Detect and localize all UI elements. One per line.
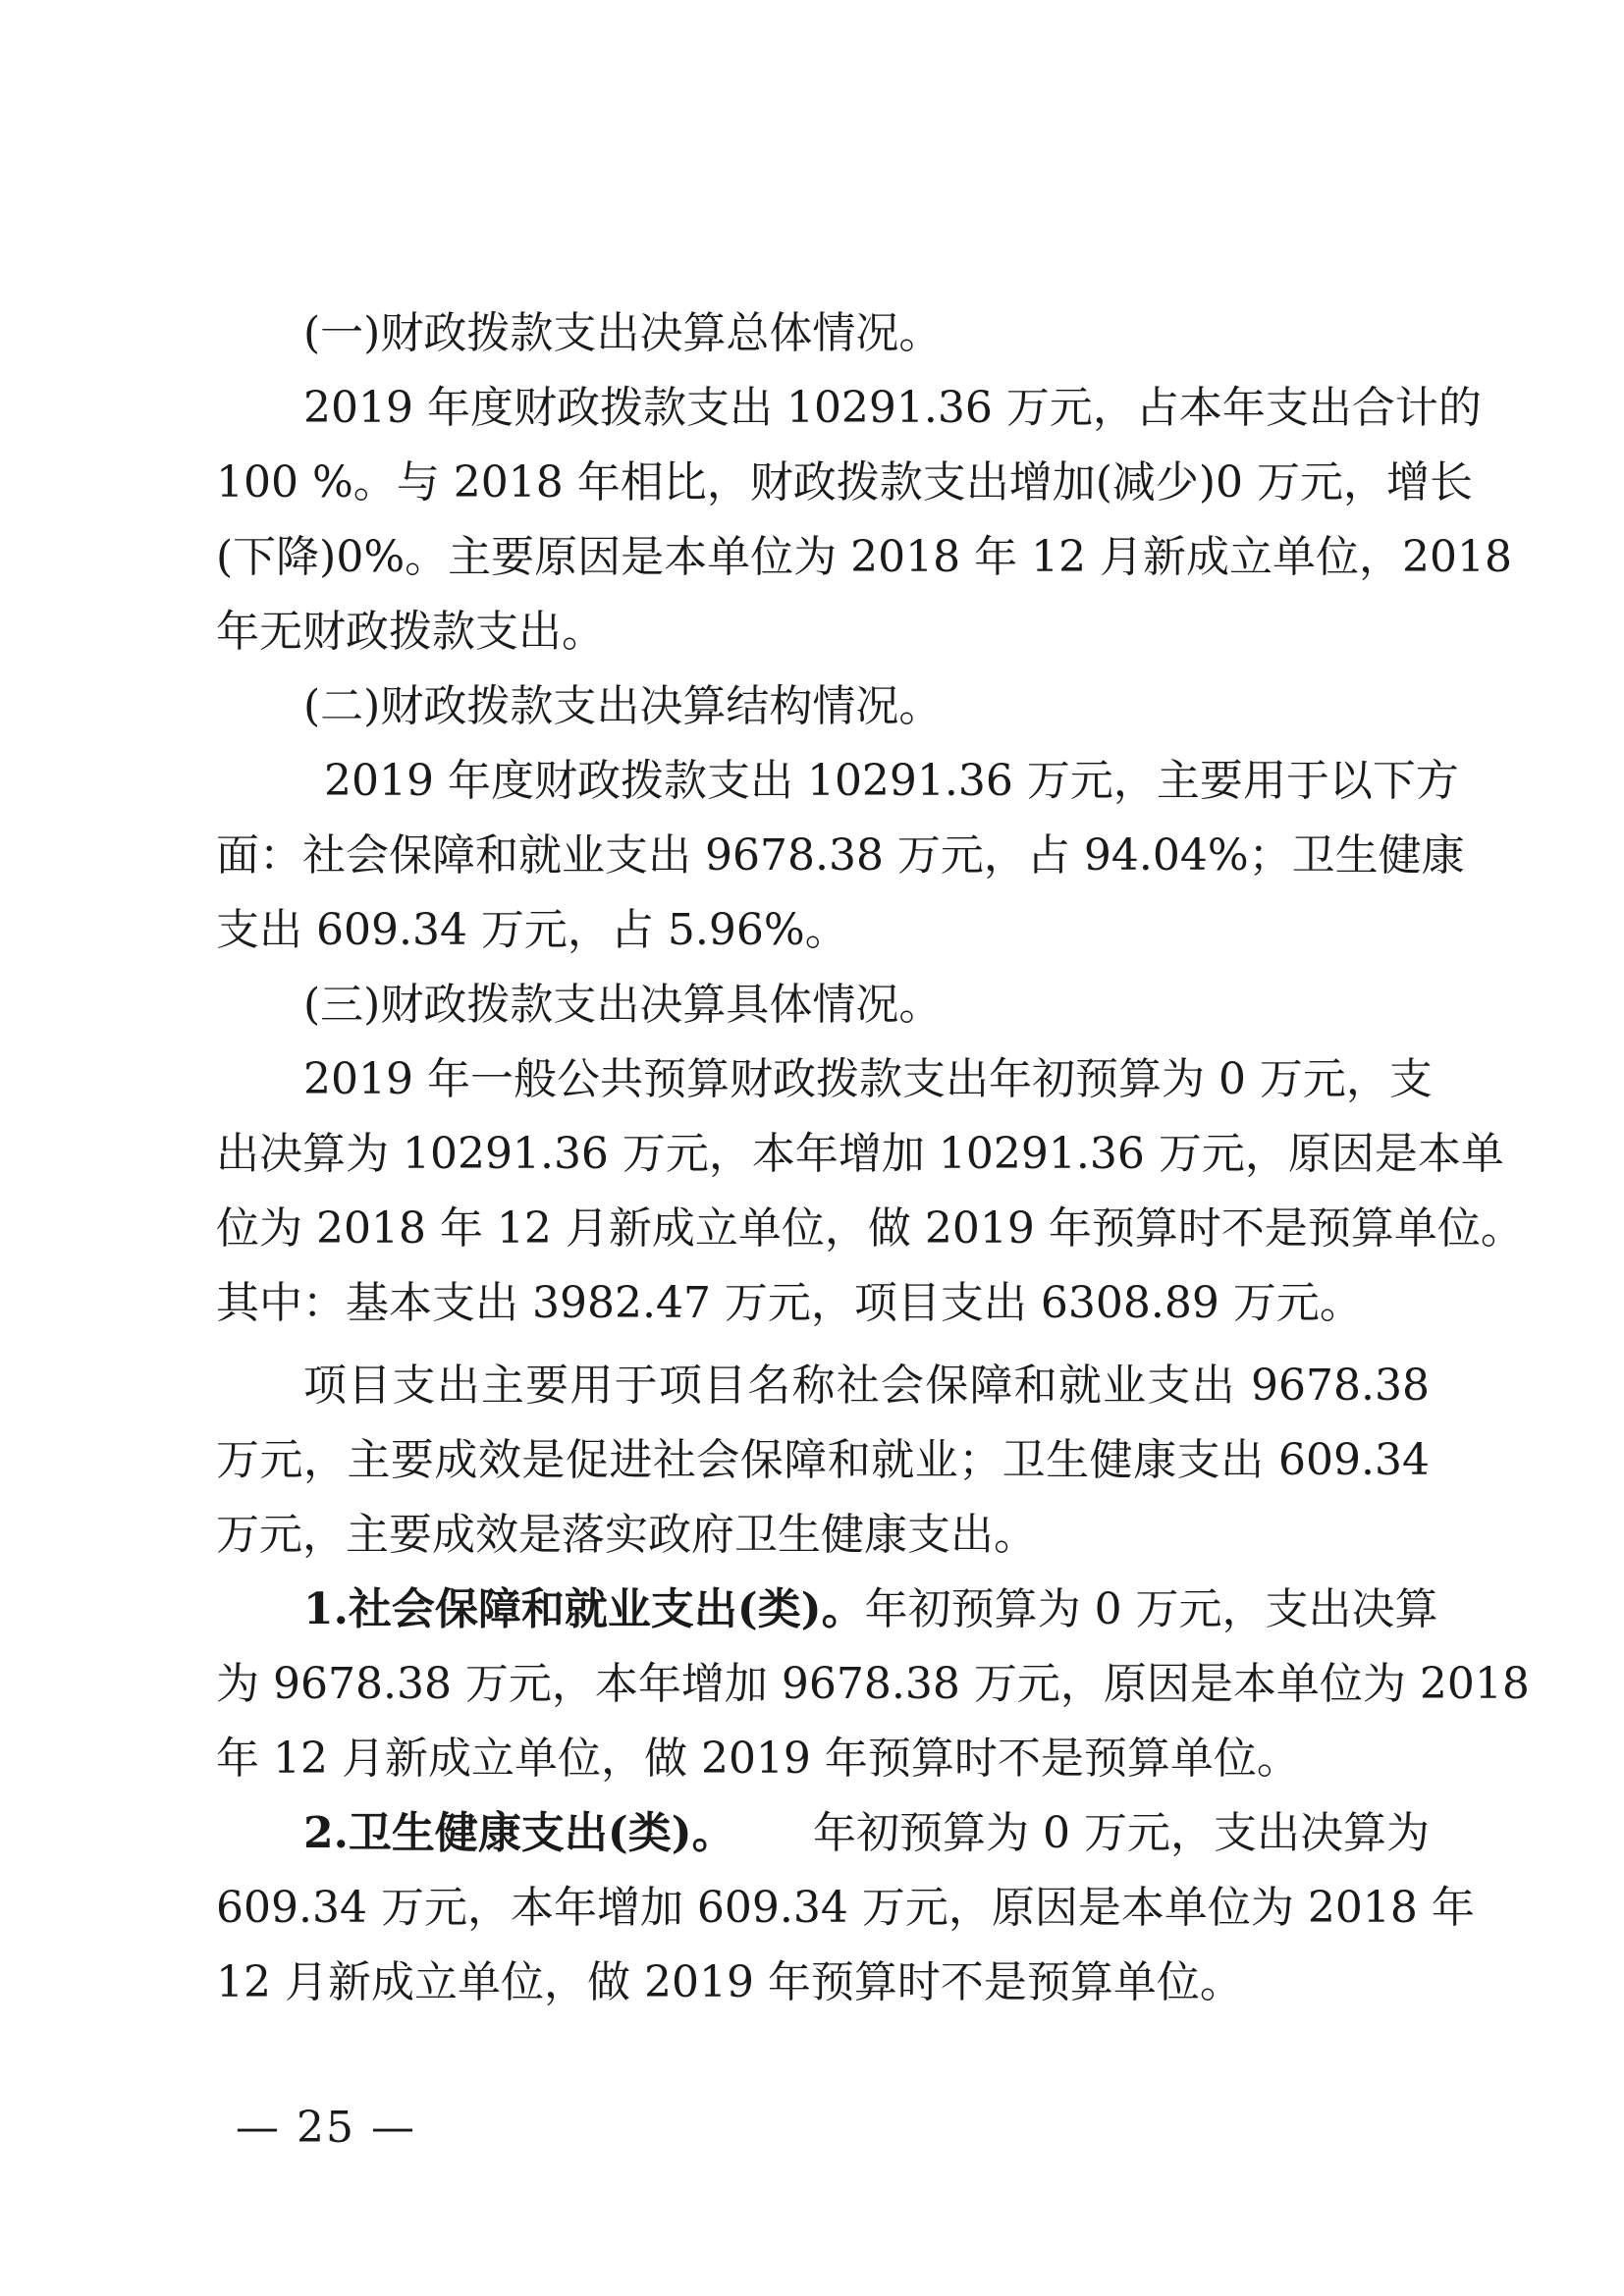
paragraph-line: 2019 年度财政拨款支出 10291.36 万元，主要用于以下方 bbox=[324, 756, 1459, 806]
section-heading-3: (三)财政拨款支出决算具体情况。 bbox=[303, 980, 943, 1030]
paragraph-line: 位为 2018 年 12 月新成立单位，做 2019 年预算时不是预算单位。 bbox=[216, 1203, 1524, 1254]
subsection-item-1 bbox=[303, 1580, 1438, 1639]
paragraph-line: 万元，主要成效是促进社会保障和就业；卫生健康支出 609.34 bbox=[216, 1435, 1430, 1485]
paragraph-line: 支出 609.34 万元，占 5.96%。 bbox=[216, 905, 848, 955]
paragraph-line: 万元，主要成效是落实政府卫生健康支出。 bbox=[216, 1510, 1037, 1560]
paragraph-line: 其中：基本支出 3982.47 万元，项目支出 6308.89 万元。 bbox=[216, 1278, 1363, 1328]
page-number: — 25 — bbox=[236, 2103, 416, 2153]
section-heading-1: (一)财政拨款支出决算总体情况。 bbox=[303, 308, 943, 358]
paragraph-line: 面：社会保障和就业支出 9678.38 万元，占 94.04%；卫生健康 bbox=[216, 830, 1465, 881]
paragraph-line: 年无财政拨款支出。 bbox=[216, 607, 605, 657]
paragraph-line: 12 月新成立单位，做 2019 年预算时不是预算单位。 bbox=[216, 1957, 1243, 2007]
paragraph-line: 100 %。与 2018 年相比，财政拨款支出增加(减少)0 万元，增长 bbox=[216, 457, 1474, 507]
paragraph-text: 年初预算为 0 万元，支出决算为 bbox=[813, 1808, 1430, 1858]
paragraph-line: (下降)0%。主要原因是本单位为 2018 年 12 月新成立单位，2018 bbox=[216, 532, 1513, 582]
paragraph-line: 609.34 万元，本年增加 609.34 万元，原因是本单位为 2018 年 bbox=[216, 1883, 1475, 1933]
paragraph-line: 2019 年度财政拨款支出 10291.36 万元，占本年支出合计的 bbox=[303, 383, 1482, 433]
paragraph-line: 为 9678.38 万元，本年增加 9678.38 万元，原因是本单位为 2018 bbox=[216, 1659, 1530, 1709]
subsection-heading-2: 2.卫生健康支出(类)。 bbox=[303, 1808, 735, 1858]
subsection-item-2 bbox=[303, 1804, 1430, 1863]
paragraph-line: 年 12 月新成立单位，做 2019 年预算时不是预算单位。 bbox=[216, 1734, 1300, 1784]
paragraph-line: 出决算为 10291.36 万元，本年增加 10291.36 万元，原因是本单 bbox=[216, 1129, 1504, 1179]
paragraph-text: 年初预算为 0 万元，支出决算 bbox=[864, 1584, 1438, 1634]
paragraph-line: 项目支出主要用于项目名称社会保障和就业支出 9678.38 bbox=[303, 1361, 1430, 1411]
section-heading-2: (二)财政拨款支出决算结构情况。 bbox=[303, 681, 943, 731]
paragraph-line: 2019 年一般公共预算财政拨款支出年初预算为 0 万元，支 bbox=[303, 1054, 1433, 1104]
subsection-heading-1: 1.社会保障和就业支出(类)。 bbox=[303, 1584, 865, 1634]
